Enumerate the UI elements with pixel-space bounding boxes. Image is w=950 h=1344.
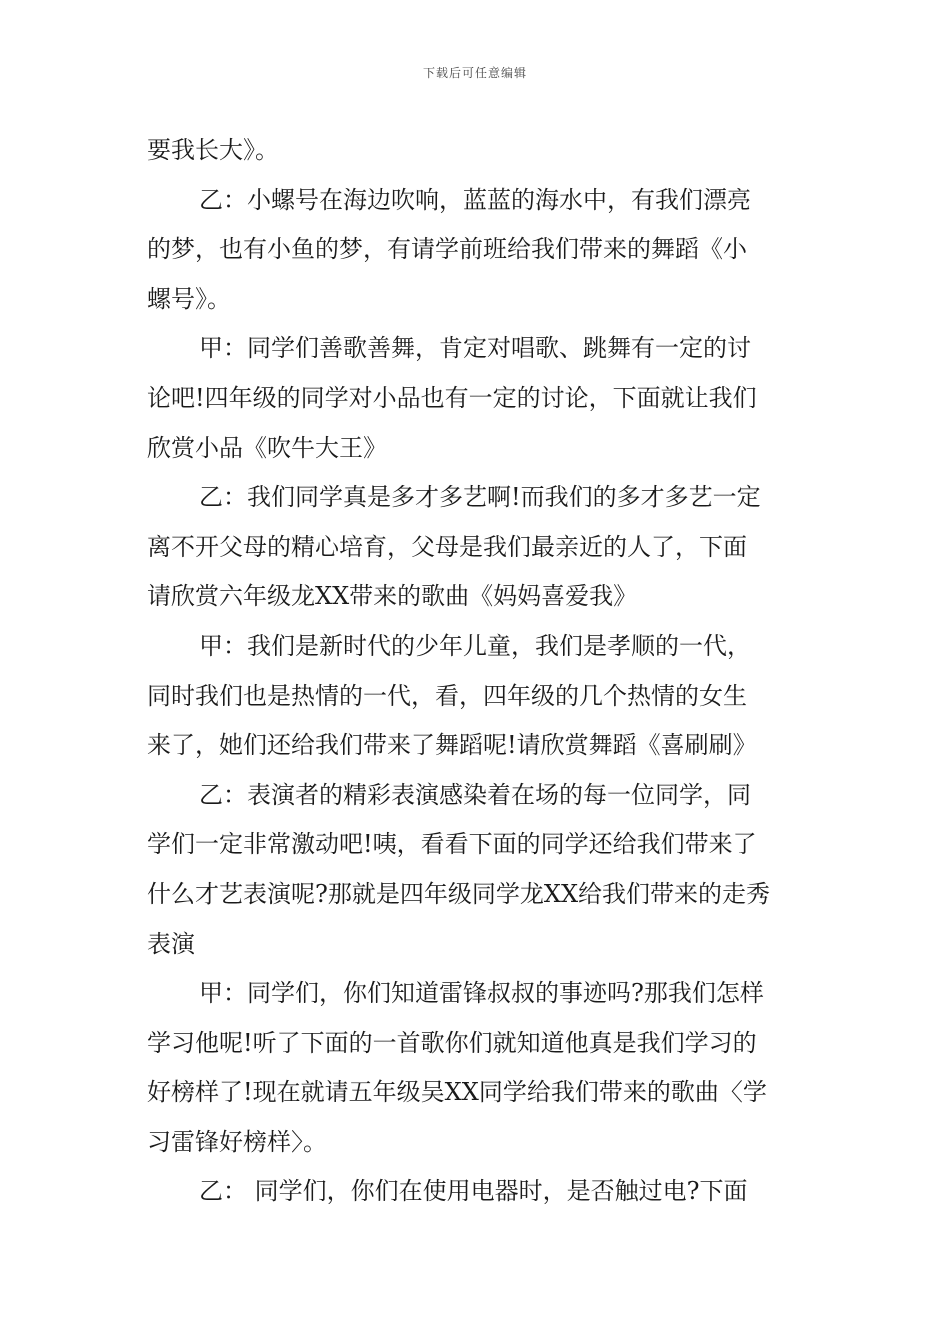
text-line: 好榜样了!现在就请五年级吴XX同学给我们带来的歌曲〈学: [147, 1078, 767, 1107]
text-line: 请欣赏六年级龙XX带来的歌曲《妈妈喜爱我》: [147, 582, 638, 611]
page-header: 下载后可任意编辑: [422, 66, 527, 80]
text-line: 乙： 同学们，你们在使用电器时，是否触过电?下面: [199, 1177, 748, 1206]
text-line: 甲：同学们，你们知道雷锋叔叔的事迹吗?那我们怎样: [199, 979, 764, 1008]
text-line: 来了，她们还给我们带来了舞蹈呢!请欣赏舞蹈《喜刷刷》: [147, 731, 757, 760]
text-line: 甲：我们是新时代的少年儿童，我们是孝顺的一代，: [199, 631, 751, 660]
text-line: 甲：同学们善歌善舞，肯定对唱歌、跳舞有一定的讨: [199, 334, 751, 363]
document-body: [147, 126, 807, 1217]
text-line: 乙：我们同学真是多才多艺啊!而我们的多才多艺一定: [199, 483, 761, 512]
text-line: 学习他呢!听了下面的一首歌你们就知道他真是我们学习的: [147, 1028, 757, 1057]
text-line: 螺号》。: [147, 284, 231, 313]
text-line: 欣赏小品《吹牛大王》: [147, 433, 387, 462]
text-line: 学们一定非常激动吧!咦，看看下面的同学还给我们带来了: [147, 830, 757, 859]
text-line: 的梦，也有小鱼的梦，有请学前班给我们带来的舞蹈《小: [147, 235, 747, 264]
text-line: 表演: [147, 929, 195, 958]
text-line: 离不开父母的精心培育，父母是我们最亲近的人了，下面: [147, 532, 747, 561]
text-line: 乙：小螺号在海边吹响，蓝蓝的海水中，有我们漂亮: [199, 185, 751, 214]
text-line: 乙：表演者的精彩表演感染着在场的每一位同学，同: [199, 780, 751, 809]
text-line: 习雷锋好榜样〉。: [147, 1127, 327, 1156]
text-line: 要我长大》。: [147, 136, 279, 164]
text-line: 论吧!四年级的同学对小品也有一定的讨论，下面就让我们: [147, 383, 757, 412]
text-line: 什么才艺表演呢?那就是四年级同学龙XX给我们带来的走秀: [147, 879, 771, 908]
text-line: 同时我们也是热情的一代，看，四年级的几个热情的女生: [147, 681, 747, 710]
